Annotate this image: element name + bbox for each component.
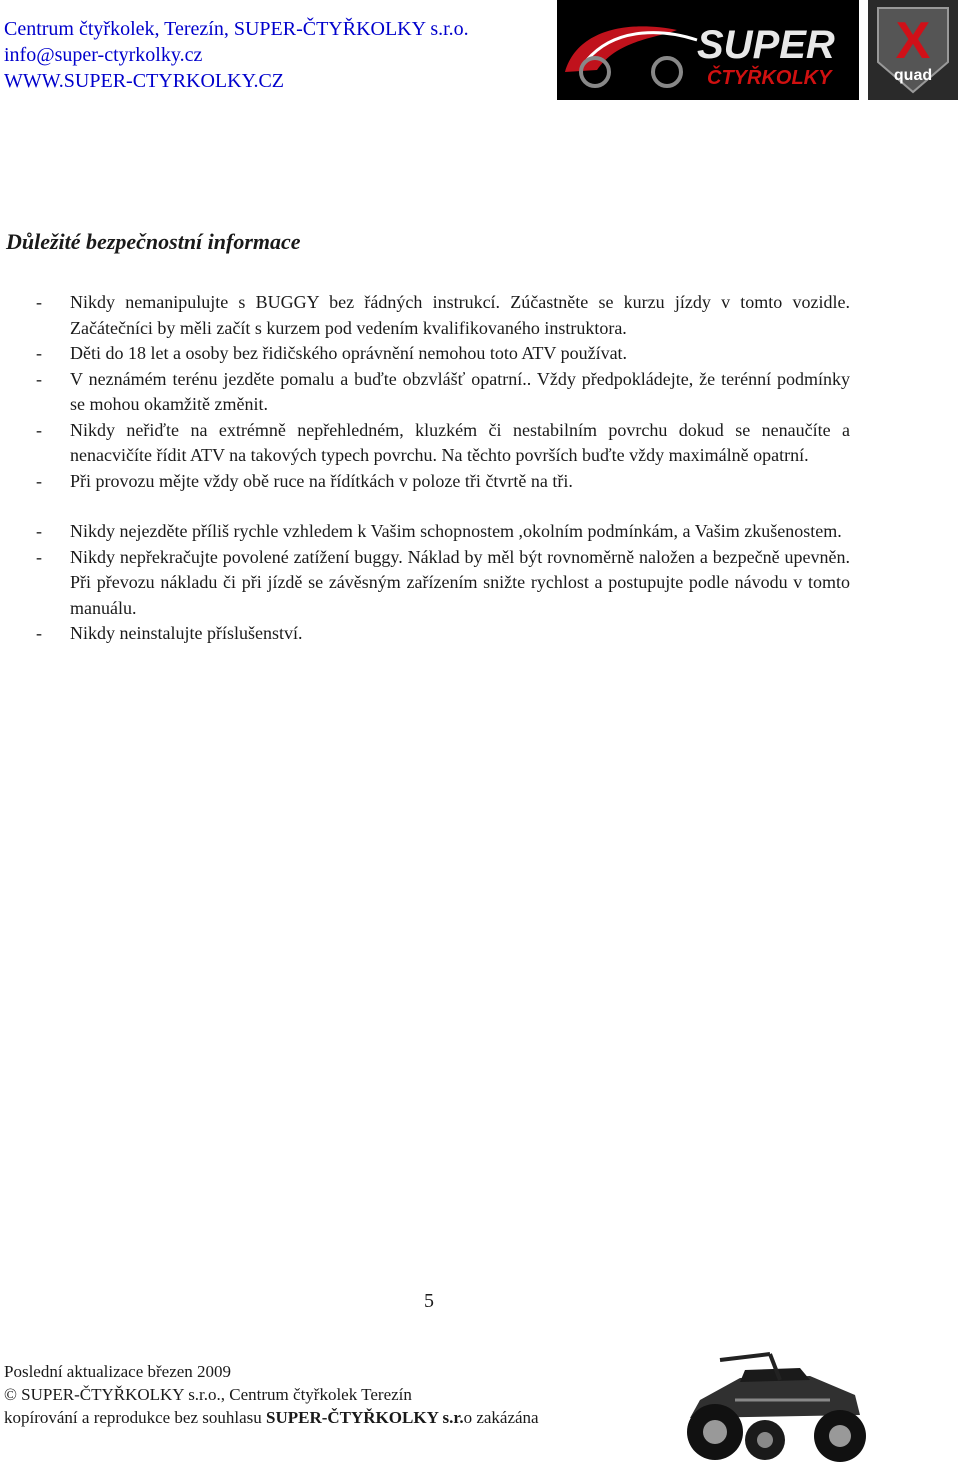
x-quad-logo xyxy=(868,0,958,100)
list-spacer xyxy=(36,494,850,519)
list-item: - Při provozu mějte vždy obě ruce na řídítkách v poloze tři čtvrtě na tři. xyxy=(36,469,850,495)
bullet-dash: - xyxy=(36,343,42,363)
header-contact xyxy=(4,16,469,94)
copyright-line: © SUPER-ČTYŘKOLKY s.r.o., Centrum čtyřkolek Terezín xyxy=(4,1385,412,1404)
section-title: Důležité bezpečnostní informace xyxy=(6,229,301,254)
list-item: - Děti do 18 let a osoby bez řidičského oprávnění nemohou toto ATV používat. xyxy=(36,341,850,367)
list-item: - Nikdy nejezděte příliš rychle vzhledem k Vašim schopnostem ,okolním podmínkám, a Vašim zkušenostem. xyxy=(36,519,850,545)
bullet-dash: - xyxy=(36,470,42,491)
super-ctyrkolky-logo xyxy=(557,0,859,100)
svg-text:X: X xyxy=(895,12,931,70)
bullet-dash: - xyxy=(36,521,42,541)
page-number: 5 xyxy=(424,1290,434,1312)
list-item: - Nikdy neřiďte na extrémně nepřehledném, kluzkém či nestabilním povrchu dokud se nenaučíte a nenacvičíte řídit ATV na takových typech povrchu. Na těchto površích buďte vždy maximálně opatrní. xyxy=(36,419,850,465)
bullet-dash: - xyxy=(36,292,42,312)
last-updated: Poslední aktualizace březen 2009 xyxy=(4,1362,232,1381)
list-item: - Nikdy nepřekračujte povolené zatížení buggy. Náklad by měl být rovnoměrně naložen a bezpečně upevněn. Při převozu nákladu či při jízdě se závěsným zařízením snižte rychlost a postupujte podle návodu v tomto manuálu. xyxy=(36,546,850,618)
list-item: - Nikdy nemanipulujte s BUGGY bez řádných instrukcí. Zúčastněte se kurzu jízdy v tomto vozidle. Začátečníci by měli začít s kurzem pod vedením kvalifikovaného instruktora. xyxy=(36,292,850,338)
bullet-dash: - xyxy=(36,623,42,643)
svg-text:SUPER: SUPER xyxy=(697,23,835,67)
copyright-icon: © xyxy=(4,1385,17,1404)
svg-text:ČTYŘKOLKY: ČTYŘKOLKY xyxy=(707,67,832,89)
svg-text:quad: quad xyxy=(893,67,933,84)
atv-image xyxy=(660,1340,890,1468)
email-link[interactable]: info@super-ctyrkolky.cz xyxy=(4,44,203,66)
bullet-dash: - xyxy=(36,368,42,389)
list-item: - Nikdy neinstalujte příslušenství. xyxy=(36,621,850,647)
safety-list xyxy=(36,290,850,647)
bullet-dash: - xyxy=(36,546,42,567)
company-line: Centrum čtyřkolek, Terezín, SUPER-ČTYŘKOLKY s.r.o. xyxy=(4,18,469,40)
website-link[interactable]: WWW.SUPER-CTYRKOLKY.CZ xyxy=(4,70,285,92)
atv-quad-icon xyxy=(660,1340,890,1468)
copy-notice: kopírování a reprodukce bez souhlasu SUPER-ČTYŘKOLKY s.r.o zakázána xyxy=(4,1408,539,1427)
list-item: - V neznámém terénu jezděte pomalu a buďte obzvlášť opatrní.. Vždy předpokládejte, že terénní podmínky se mohou okamžitě změnit. xyxy=(36,368,850,414)
bullet-dash: - xyxy=(36,419,42,440)
footer xyxy=(4,1360,539,1429)
quad-silhouette-icon xyxy=(557,0,859,100)
x-quad-badge-icon xyxy=(868,0,958,100)
